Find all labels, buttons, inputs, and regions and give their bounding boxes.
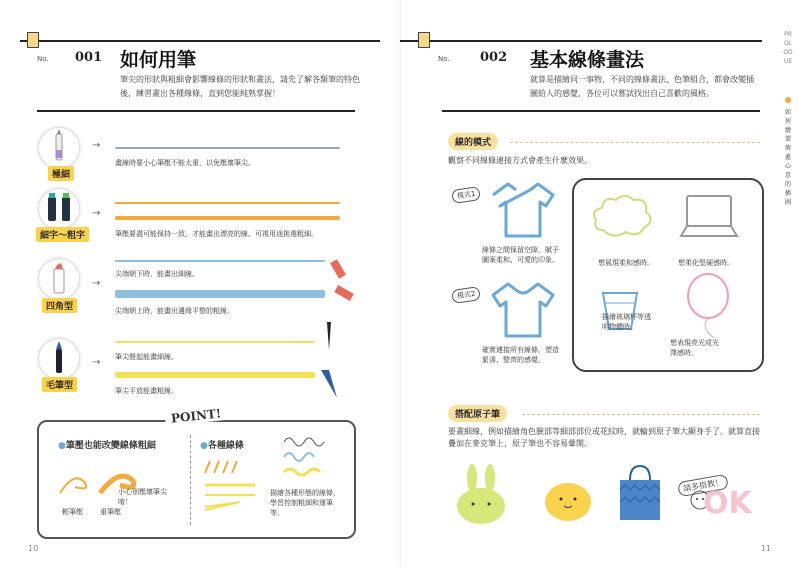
balloon-illustration	[680, 272, 740, 342]
blob-face-illustration	[543, 478, 593, 523]
point-right-text: 描繪各種形態的線條，學習控制粗細和運筆等。	[270, 489, 340, 517]
side-chinese-label: 如何繪製傳遞心意的插圖	[784, 109, 791, 206]
page-title: 如何用筆	[120, 49, 197, 71]
page-number: 11	[760, 544, 771, 553]
line-samples-illustration	[200, 455, 270, 515]
heavy-pressure-label: 重筆壓	[100, 508, 121, 516]
pen-label: 細字～粗字	[36, 227, 89, 242]
example-caption: 想柔化堅硬感時。	[678, 259, 734, 267]
section-pill: 搭配原子筆	[448, 405, 507, 422]
pen-label: 四角型	[42, 298, 77, 313]
brush-pen-illustration	[315, 320, 345, 400]
cloud-illustration	[588, 190, 658, 245]
chisel-marker-illustration	[320, 250, 360, 310]
mode1-tag: 模式1	[451, 186, 481, 204]
pen-extra-fine-icon	[38, 127, 80, 169]
pressure-note: 小心別壓壞筆尖唷！	[118, 488, 167, 506]
pen-fine-to-bold-icon	[38, 188, 80, 230]
arrow-right-icon: →	[92, 208, 101, 219]
arrow-right-icon: →	[92, 140, 101, 151]
page-title: 基本線條畫法	[530, 49, 645, 71]
mode2-tag: 模式2	[451, 286, 481, 304]
light-pressure-label: 輕筆壓	[62, 508, 83, 516]
bookmark-icon	[418, 32, 430, 48]
section-intro: 觀察不同線條連接方式會產生什麼效果。	[448, 156, 592, 165]
section-rule	[442, 110, 760, 112]
stroke-sample	[115, 147, 340, 149]
ok-text: OK	[703, 486, 752, 521]
pen-note: 筆尖豎起能畫細線。	[115, 353, 178, 361]
left-page	[0, 0, 399, 567]
stroke-sample	[115, 341, 315, 343]
example-caption: 描繪玻璃杯等透明物體時。	[602, 313, 651, 331]
pen-note: 畫線時要小心筆壓不能太重，以免壓壞筆尖。	[115, 159, 255, 167]
stroke-sample	[115, 216, 340, 220]
mode2-text: 確實連接所有線條，塑造緊湊、整齊的感覺。	[482, 346, 559, 364]
stroke-sample	[115, 260, 325, 262]
greeting-bubble: 請多指教！	[677, 474, 729, 497]
tshirt-gapped-illustration	[488, 180, 558, 240]
pen-note: 尖端朝上時，能畫出邊緣平整的粗線。	[115, 307, 234, 315]
pen-note: 尖端朝下時，能畫出細線。	[115, 270, 199, 278]
pen-note: 筆尖平放能畫粗線。	[115, 387, 178, 395]
side-dot	[785, 97, 791, 103]
right-page	[400, 0, 799, 567]
mode1-text: 線條之間保留空隙，賦予圖案柔和、可愛的印象。	[482, 246, 559, 264]
section-number: 002	[480, 50, 508, 65]
pen-note: 筆壓要盡可能保持一致，才能畫出漂亮的線。可視用途挑選粗細。	[115, 230, 318, 238]
laptop-illustration	[675, 190, 745, 245]
pen-chisel-icon	[38, 258, 80, 300]
page-description: 就算是描繪同一事物，不同的線條畫法、色筆組合，都會改變插圖給人的感覺，各位可以嘗試找出自己喜歡的風格。	[530, 75, 754, 98]
no-label: No.	[37, 55, 49, 63]
pen-brush-icon	[38, 338, 80, 380]
bookmark-icon	[27, 32, 39, 48]
tote-bag-illustration	[615, 462, 665, 524]
side-english-label: PROLOGUE	[783, 31, 793, 65]
rabbit-illustration	[452, 462, 512, 527]
point-right-heading: ●各種線條	[200, 441, 244, 451]
dashed-rule	[510, 142, 760, 143]
squiggle-samples-illustration	[282, 432, 342, 482]
point-divider	[190, 435, 191, 525]
point-title: POINT!	[164, 406, 227, 426]
section-rule	[37, 110, 355, 112]
pen-label: 極細	[48, 166, 74, 181]
stroke-sample	[115, 372, 315, 378]
arrow-right-icon: →	[92, 357, 101, 368]
header-rule	[20, 40, 380, 42]
stroke-sample	[115, 202, 340, 204]
section-pill: 線的模式	[448, 133, 498, 150]
dashed-rule	[522, 414, 760, 415]
section-number: 001	[75, 50, 103, 65]
pen-label: 毛筆型	[42, 377, 77, 392]
stroke-sample	[115, 290, 325, 298]
page-number: 10	[28, 544, 39, 553]
page-description: 筆尖的形狀與粗細會影響線條的形狀和畫法，請先了解各類筆的特色後，練習畫出各種線條，直到您能純熟掌握！	[120, 75, 360, 98]
example-caption: 想展現柔和感時。	[598, 259, 654, 267]
no-label: No.	[438, 55, 450, 63]
header-rule	[400, 40, 762, 42]
section2-text: 要畫細線，例如描繪角色臉部等細部部位或花紋時，就輪到原子筆大顯身手了。就算直接疊加在麥克筆上，原子筆也不容易暈開。	[448, 427, 760, 448]
point-left-heading: ●筆壓也能改變線條粗細	[58, 441, 156, 451]
arrow-right-icon: →	[92, 278, 101, 289]
example-caption: 想表現亮光或光澤感時。	[670, 339, 719, 357]
tshirt-connected-illustration	[488, 280, 558, 340]
